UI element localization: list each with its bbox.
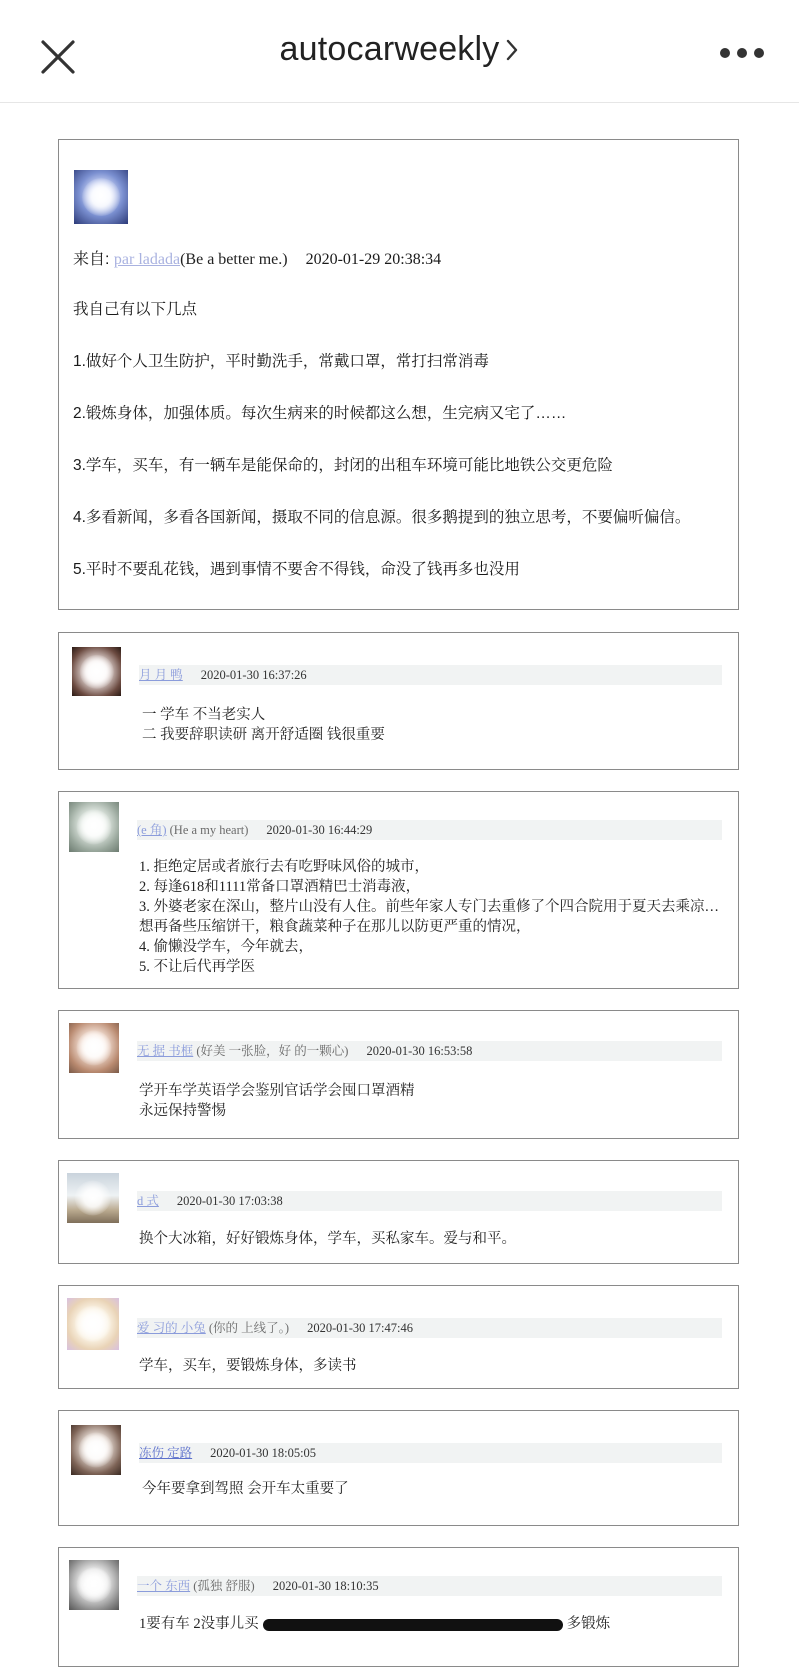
- comment-line: 3. 外婆老家在深山，整片山没有人住。前些年家人专门去重修了个四合院用于夏天去乘凉…: [139, 899, 719, 915]
- comment-line: 学车，买车，要锻炼身体，多读书: [139, 1358, 357, 1374]
- post-line: 4.多看新闻，多看各国新闻，摄取不同的信息源。很多鹅提到的独立思考，不要偏听偏信。: [73, 509, 691, 526]
- top-bar: [0, 0, 799, 103]
- avatar[interactable]: [69, 1023, 119, 1073]
- comment-line: 想再备些压缩饼干，粮食蔬菜种子在那儿以防更严重的情况，: [139, 919, 531, 935]
- more-options-icon[interactable]: [720, 48, 764, 62]
- comment-meta: [137, 1041, 722, 1061]
- comment-line: 5. 不让后代再学医: [139, 959, 255, 975]
- comment-timestamp: 2020-01-30 17:47:46: [307, 1321, 413, 1335]
- post-line: 3.学车，买车，有一辆车是能保命的，封闭的出租车环境可能比地铁公交更危险: [73, 457, 613, 474]
- avatar[interactable]: [67, 1173, 119, 1223]
- comment-body: [142, 705, 385, 745]
- comment-body: [139, 1229, 516, 1249]
- comment-line-text: 1要有车 2没事儿买: [139, 1616, 259, 1632]
- comment-meta: [137, 1318, 722, 1338]
- comment-signature: (你的 上线了。): [205, 1321, 290, 1335]
- comment-meta: [139, 665, 722, 685]
- comment-card: [58, 791, 739, 989]
- avatar[interactable]: [69, 1560, 119, 1610]
- account-title-link[interactable]: [0, 30, 799, 71]
- comment-meta: [137, 820, 722, 840]
- comment-body: [142, 1479, 349, 1499]
- comment-username-link[interactable]: (e 角): [137, 823, 167, 837]
- comment-line: 换个大冰箱，好好锻炼身体，学车，买私家车。爱与和平。: [139, 1231, 516, 1247]
- comment-line: 今年要拿到驾照 会开车太重要了: [142, 1481, 349, 1497]
- comment-signature: (孤独 舒服): [190, 1579, 255, 1593]
- comment-timestamp: 2020-01-30 16:44:29: [266, 823, 373, 837]
- comment-username-link[interactable]: 无 据 书框: [137, 1044, 194, 1058]
- avatar[interactable]: [69, 802, 119, 852]
- comment-timestamp: 2020-01-30 18:10:35: [272, 1579, 379, 1593]
- comment-card: [58, 1285, 739, 1389]
- comment-body: [139, 1356, 357, 1376]
- post-meta: [73, 246, 441, 269]
- comment-username-link[interactable]: 冻伤 定路: [139, 1446, 193, 1460]
- post-line: 5.平时不要乱花钱，遇到事情不要舍不得钱，命没了钱再多也没用: [73, 561, 520, 578]
- avatar[interactable]: [72, 647, 121, 696]
- comment-body: [139, 1081, 415, 1121]
- comment-line: 一 学车 不当老实人: [142, 707, 266, 723]
- comment-body: [139, 1614, 610, 1634]
- comment-card: [58, 1410, 739, 1526]
- redaction-mark: [263, 1619, 563, 1631]
- comment-meta: [137, 1576, 722, 1596]
- post-line: 1.做好个人卫生防护，平时勤洗手，常戴口罩，常打扫常消毒: [73, 353, 489, 370]
- avatar[interactable]: [67, 1298, 119, 1350]
- comment-timestamp: 2020-01-30 18:05:05: [210, 1446, 317, 1460]
- comment-card: [58, 1010, 739, 1139]
- account-name[interactable]: autocarweekly: [279, 30, 500, 68]
- post-signature: (Be a better me.): [180, 251, 288, 268]
- comment-timestamp: 2020-01-30 17:03:38: [176, 1194, 283, 1208]
- comment-body: [139, 857, 719, 977]
- comment-meta: [137, 1191, 722, 1211]
- comment-line: 4. 偷懒没学车，今年就去，: [139, 939, 313, 955]
- chevron-right-icon: [505, 32, 519, 71]
- comment-card: [58, 1160, 739, 1264]
- comment-card: [58, 1547, 739, 1667]
- main-post-card: [58, 139, 739, 610]
- post-line: 2.锻炼身体，加强体质。每次生病来的时候都这么想，生完病又宅了……: [73, 405, 567, 422]
- comment-card: [58, 632, 739, 770]
- comment-timestamp: 2020-01-30 16:53:58: [366, 1044, 473, 1058]
- comment-line: 2. 每逢618和1111常备口罩酒精巴士消毒液，: [139, 879, 421, 895]
- avatar[interactable]: [71, 1425, 121, 1475]
- post-timestamp: 2020-01-29 20:38:34: [305, 251, 442, 268]
- comment-line: 二 我要辞职读研 离开舒适圈 钱很重要: [142, 727, 385, 743]
- comment-username-link[interactable]: 月 月 鸭: [139, 668, 183, 682]
- post-username-link[interactable]: par ladada: [113, 251, 181, 268]
- comment-line: 1. 拒绝定居或者旅行去有吃野味风俗的城市，: [139, 859, 429, 875]
- avatar[interactable]: [74, 170, 128, 224]
- comment-username-link[interactable]: 一个 东西: [137, 1579, 191, 1593]
- from-label: 来自:: [73, 251, 114, 268]
- comment-line: 永远保持警惕: [139, 1103, 226, 1119]
- comment-signature: (好美 一张脸，好 的一颗心): [193, 1044, 349, 1058]
- comment-username-link[interactable]: d 式: [137, 1194, 159, 1208]
- comment-line-text: 多锻炼: [566, 1616, 611, 1632]
- comment-line: [139, 1614, 610, 1634]
- comment-signature: (He a my heart): [166, 823, 249, 837]
- comment-line: 学开车学英语学会鉴别官话学会囤口罩酒精: [139, 1083, 415, 1099]
- comment-meta: [139, 1443, 722, 1463]
- comment-username-link[interactable]: 爱 习的 小兔: [137, 1321, 206, 1335]
- post-line: 我自己有以下几点: [73, 301, 198, 318]
- comment-timestamp: 2020-01-30 16:37:26: [200, 668, 307, 682]
